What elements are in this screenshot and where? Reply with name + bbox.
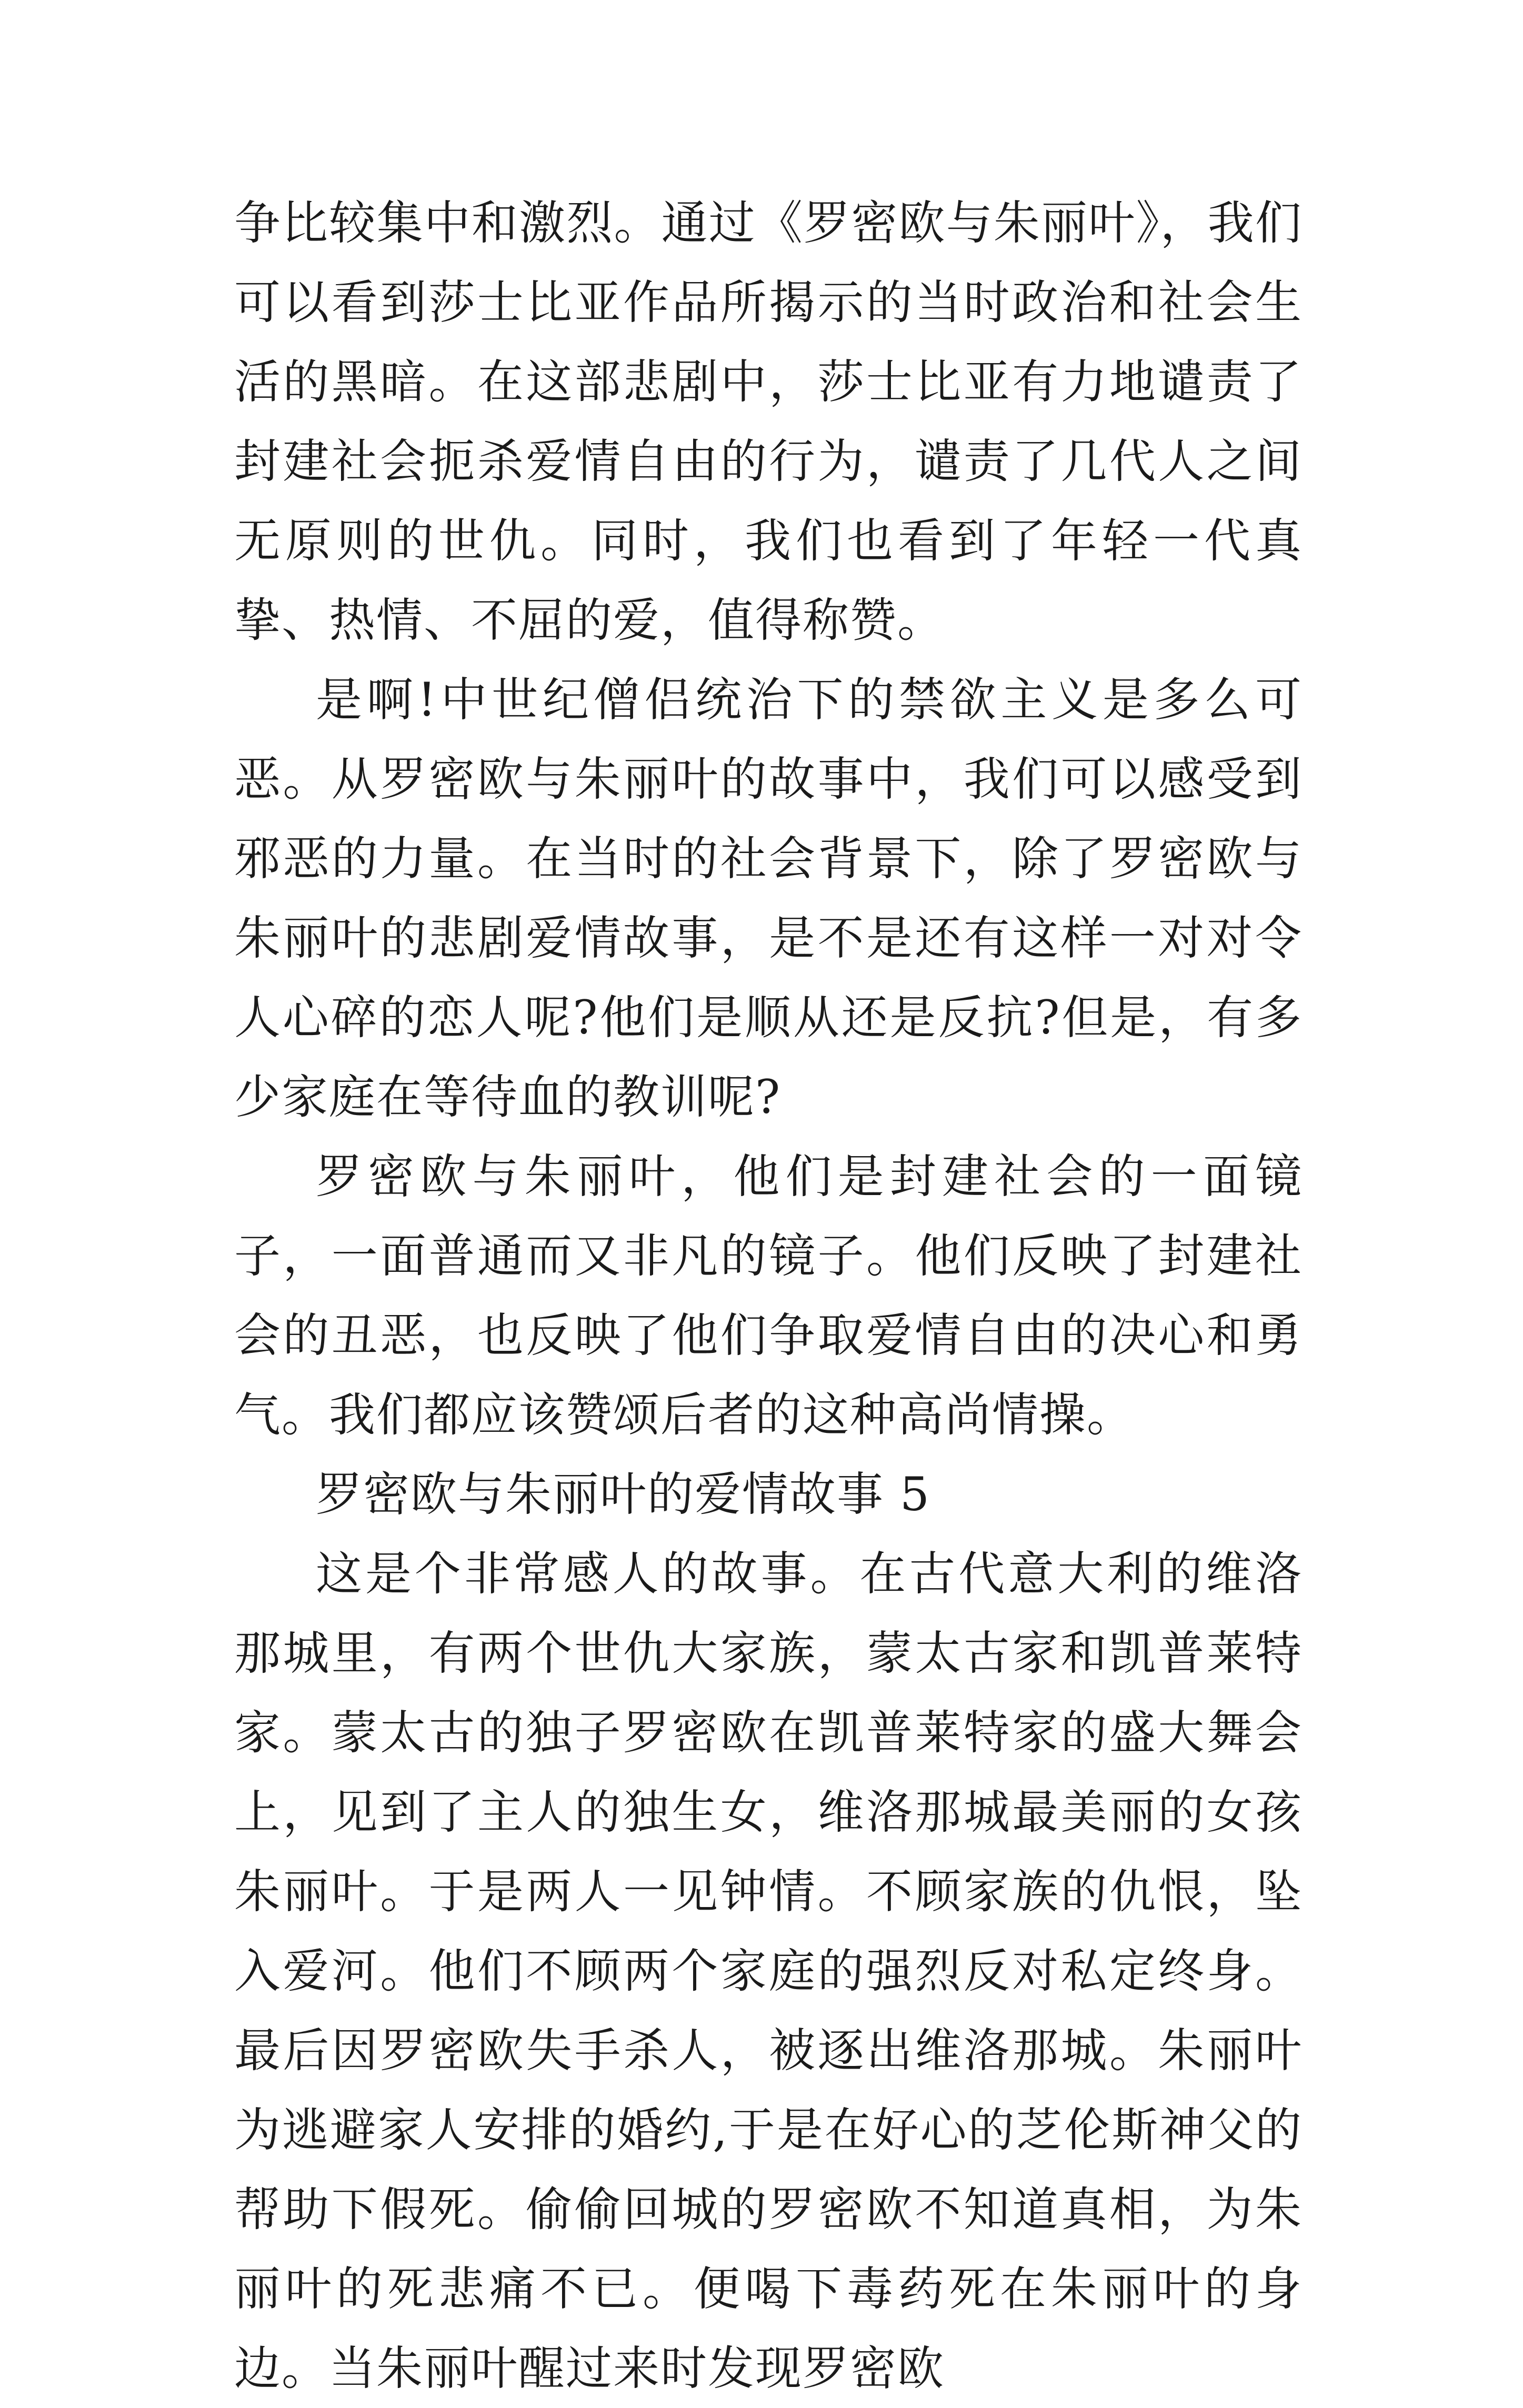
paragraph-4: 这是个非常感人的故事。在古代意大利的维洛那城里，有两个世仇大家族，蒙太古家和凯普莱特家。蒙太古的独子罗密欧在凯普莱特家的盛大舞会上，见到了主人的独生女，维洛那城最美丽的女孩朱丽叶。于是两人一见钟情。不顾家族的仇恨，坠入爱河。他们不顾两个家庭的强烈反对私定终身。最后因罗密欧失手杀人，被逐出维洛那城。朱丽叶为逃避家人安排的婚约,于是在好心的芝伦斯神父的帮助下假死。偷偷回城的罗密欧不知道真相，为朱丽叶的死悲痛不已。便喝下毒药死在朱丽叶的身边。当朱丽叶醒过来时发现罗密欧 [234, 1547, 1302, 2395]
paragraph-1: 争比较集中和激烈。通过《罗密欧与朱丽叶》，我们可以看到莎士比亚作品所揭示的当时政治和社会生活的黑暗。在这部悲剧中，莎士比亚有力地谴责了封建社会扼杀爱情自由的行为，谴责了几代人之间无原则的世仇。同时，我们也看到了年轻一代真挚、热情、不屈的爱，值得称赞。 [234, 196, 1302, 647]
paragraph-3: 罗密欧与朱丽叶，他们是封建社会的一面镜子，一面普通而又非凡的镜子。他们反映了封建社会的丑恶，也反映了他们争取爱情自由的决心和勇气。我们都应该赞颂后者的这种高尚情操。 [234, 1149, 1302, 1442]
paragraph-2: 是啊!中世纪僧侣统治下的禁欲主义是多么可恶。从罗密欧与朱丽叶的故事中，我们可以感受到邪恶的力量。在当时的社会背景下，除了罗密欧与朱丽叶的悲剧爱情故事，是不是还有这样一对对令人心碎的恋人呢?他们是顺从还是反抗?但是，有多少家庭在等待血的教训呢? [234, 673, 1302, 1124]
section-heading: 罗密欧与朱丽叶的爱情故事 5 [316, 1467, 930, 1521]
document-body [234, 183, 1302, 2408]
